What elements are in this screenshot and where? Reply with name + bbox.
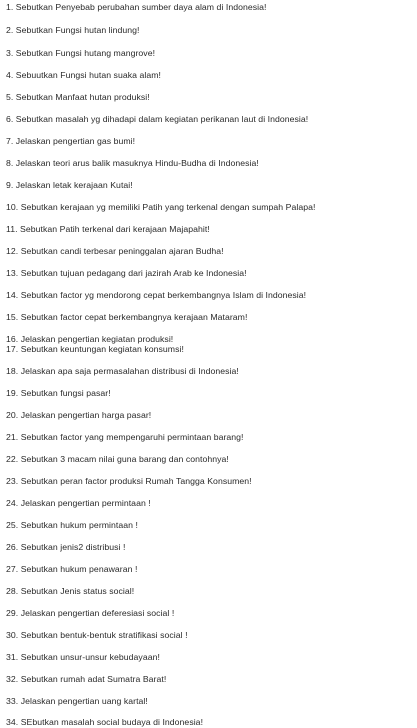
question-item-24: 24. Jelaskan pengertian permintaan ! [6,498,151,508]
question-item-5: 5. Sebutkan Manfaat hutan produksi! [6,92,150,102]
question-item-6: 6. Sebutkan masalah yg dihadapi dalam kegiatan perikanan laut di Indonesia! [6,114,309,124]
question-item-20: 20. Jelaskan pengertian harga pasar! [6,410,152,420]
question-item-15: 15. Sebutkan factor cepat berkembangnya kerajaan Mataram! [6,312,248,322]
question-item-29: 29. Jelaskan pengertian deferesiasi social ! [6,608,175,618]
question-item-32: 32. Sebutkan rumah adat Sumatra Barat! [6,674,167,684]
question-item-3: 3. Sebutkan Fungsi hutang mangrove! [6,48,156,58]
question-item-14: 14. Sebutkan factor yg mendorong cepat berkembangnya Islam di Indonesia! [6,290,307,300]
question-item-21: 21. Sebutkan factor yang mempengaruhi permintaan barang! [6,432,244,442]
question-item-2: 2. Sebutkan Fungsi hutan lindung! [6,25,140,35]
question-item-23: 23. Sebutkan peran factor produksi Rumah Tangga Konsumen! [6,476,252,486]
question-item-11: 11. Sebutkan Patih terkenal dari kerajaan Majapahit! [6,224,210,234]
question-item-19: 19. Sebutkan fungsi pasar! [6,388,111,398]
question-item-9: 9. Jelaskan letak kerajaan Kutai! [6,180,133,190]
question-item-30: 30. Sebutkan bentuk-bentuk stratifikasi social ! [6,630,188,640]
question-item-17: 17. Sebutkan keuntungan kegiatan konsumsi! [6,344,184,354]
question-item-34: 34. SEbutkan masalah social budaya di Indonesia! [6,717,204,727]
question-item-22: 22. Sebutkan 3 macam nilai guna barang dan contohnya! [6,454,229,464]
question-item-4: 4. Sebuutkan Fungsi hutan suaka alam! [6,70,161,80]
question-item-25: 25. Sebutkan hukum permintaan ! [6,520,138,530]
question-item-16: 16. Jelaskan pengertian kegiatan produksi! [6,334,174,344]
question-item-12: 12. Sebutkan candi terbesar peninggalan ajaran Budha! [6,246,224,256]
question-item-26: 26. Sebutkan jenis2 distribusi ! [6,542,126,552]
question-item-7: 7. Jelaskan pengertian gas bumi! [6,136,136,146]
question-item-28: 28. Sebutkan Jenis status social! [6,586,135,596]
question-item-31: 31. Sebutkan unsur-unsur kebudayaan! [6,652,160,662]
question-item-8: 8. Jelaskan teori arus balik masuknya Hindu-Budha di Indonesia! [6,158,259,168]
question-item-10: 10. Sebutkan kerajaan yg memiliki Patih yang terkenal dengan sumpah Palapa! [6,202,316,212]
question-item-27: 27. Sebutkan hukum penawaran ! [6,564,138,574]
question-item-18: 18. Jelaskan apa saja permasalahan distribusi di Indonesia! [6,366,239,376]
question-item-33: 33. Jelaskan pengertian uang kartal! [6,696,148,706]
question-item-1: 1. Sebutkan Penyebab perubahan sumber daya alam di Indonesia! [6,2,267,12]
question-item-13: 13. Sebutkan tujuan pedagang dari jazirah Arab ke Indonesia! [6,268,247,278]
